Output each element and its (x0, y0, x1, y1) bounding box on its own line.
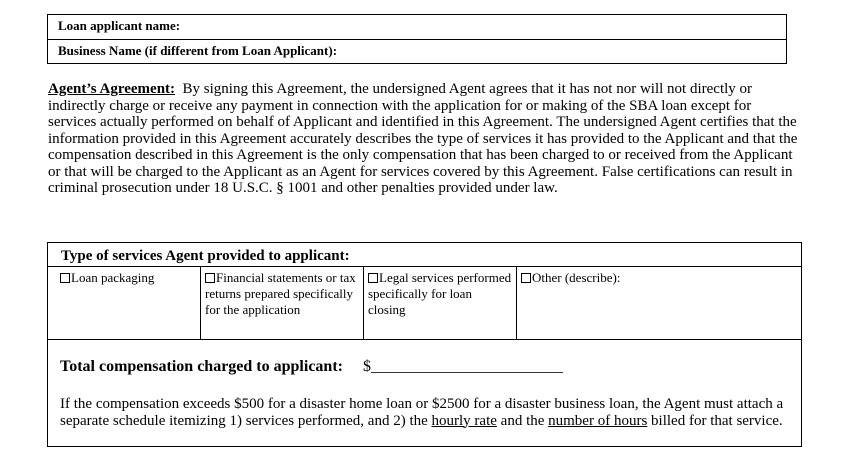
other-describe-label: Other (describe): (532, 270, 621, 285)
applicant-info-box (47, 14, 787, 64)
note-part-3: billed for that service. (651, 412, 783, 429)
loan-packaging-checkbox[interactable] (60, 273, 70, 283)
services-box (47, 242, 802, 447)
note-part-2: and the (500, 412, 545, 429)
legal-services-label: Legal services performed specifically for loan closing (368, 270, 512, 317)
note-part-1: If the compensation exceeds $500 for a disaster home loan or $2500 for a disaster business loan, the Agent must attach a separate schedule itemizing 1) services performed, and 2) the (60, 396, 784, 429)
loan-packaging-label: Loan packaging (71, 270, 155, 285)
business-name-label: Business Name (if different from Loan Applicant): (58, 43, 338, 58)
loan-applicant-name-label: Loan applicant name: (58, 18, 181, 33)
legal-services-checkbox[interactable] (368, 273, 378, 283)
services-options-row (48, 267, 801, 340)
financial-statements-checkbox[interactable] (205, 273, 215, 283)
hourly-rate-text: hourly rate (431, 412, 497, 429)
compensation-note (60, 396, 795, 429)
loan-applicant-name-field[interactable] (48, 15, 786, 39)
service-option-loan-packaging (48, 267, 200, 339)
service-option-financial-statements (200, 267, 363, 339)
services-title: Type of services Agent provided to applicant: (48, 243, 801, 267)
agreement-heading: Agent’s Agreement: (48, 81, 176, 97)
agreement-body: By signing this Agreement, the undersigned Agent agrees that it has not nor will not directly or indirectly charge or receive any payment in connection with the application for or making of the SBA loan except for services actually performed on behalf of Applicant and identified in this Agreement. The undersigned Agent certifies that the information provided in this Agreement accurately describes the type of services it has provided to the Applicant and that the compensation described in this Agreement is the only compensation that has been charged to or received from the Applicant or that will be charged to the Applicant as an Agent for services covered by this Agreement. False certifications can result in criminal prosecution under 18 U.S.C. § 1001 and other penalties provided under law. (48, 81, 798, 196)
total-compensation-line (60, 358, 563, 376)
financial-statements-label: Financial statements or tax returns prepared specifically for the application (205, 270, 356, 317)
total-compensation-label: Total compensation charged to applicant: (60, 358, 343, 375)
service-option-other (516, 267, 801, 339)
business-name-field[interactable] (48, 39, 786, 63)
number-of-hours-text: number of hours (548, 412, 648, 429)
total-compensation-amount-field[interactable]: $________________________ (362, 358, 563, 375)
service-option-legal-services (363, 267, 516, 339)
agents-agreement-paragraph (48, 81, 798, 197)
other-checkbox[interactable] (521, 273, 531, 283)
